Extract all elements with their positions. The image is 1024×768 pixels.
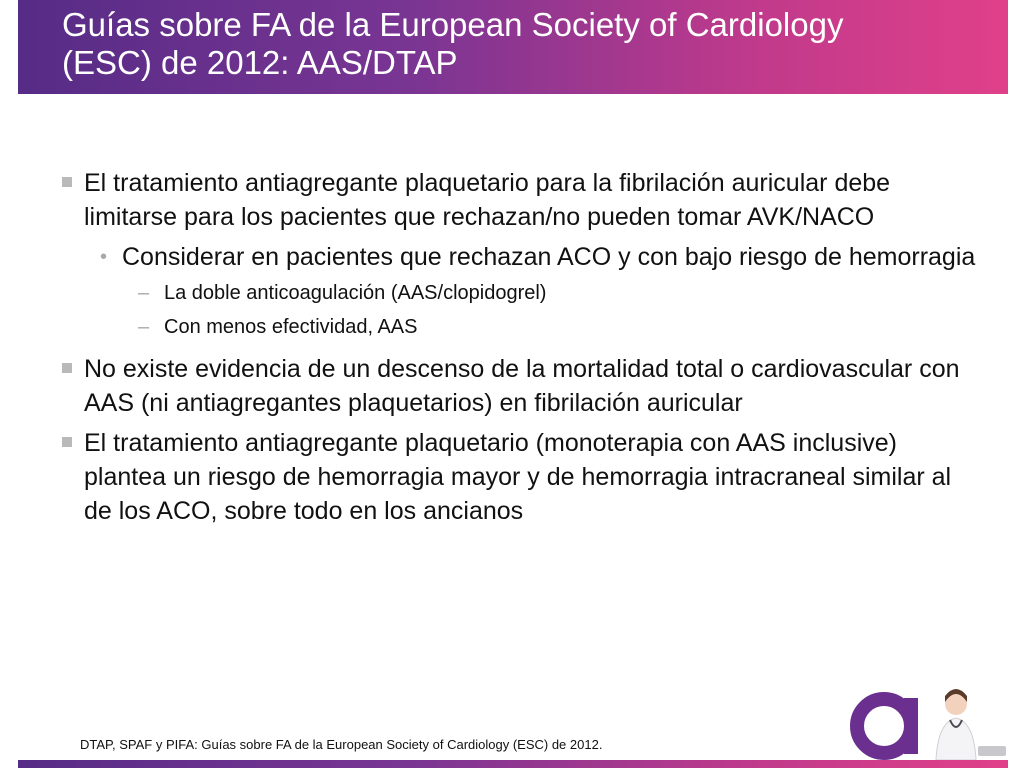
bullet-text: El tratamiento antiagregante plaquetario (monoterapia con AAS inclusive) plantea un riesgo de hemorragia mayor y de hemorragia intracraneal similar al de los ACO, sobre todo en los ancianos: [84, 429, 952, 525]
sub-sub-bullet-text: La doble anticoagulación (AAS/clopidogrel): [164, 282, 547, 304]
square-bullet-icon: [62, 437, 72, 447]
sub-bullet-text: Considerar en pacientes que rechazan ACO y con bajo riesgo de hemorragia: [122, 243, 976, 271]
bullet-item: [60, 166, 980, 234]
sub-bullet-item: [60, 240, 980, 274]
sub-sub-bullet-item: [60, 310, 980, 344]
bullet-item: [60, 426, 980, 528]
letter-a-logo-icon: [836, 682, 1008, 760]
bullet-text: No existe evidencia de un descenso de la mortalidad total o cardiovascular con AAS (ni antiagregantes plaquetarios) en fibrilación auricular: [84, 355, 960, 417]
square-bullet-icon: [62, 177, 72, 187]
footer-reference: DTAP, SPAF y PIFA: Guías sobre FA de la European Society of Cardiology (ESC) de 2012.: [80, 737, 603, 752]
slide-content: [60, 166, 980, 534]
sub-sub-bullet-item: [60, 276, 980, 310]
dash-bullet-icon: –: [138, 282, 150, 304]
dash-bullet-icon: –: [138, 316, 150, 338]
bullet-item: [60, 352, 980, 420]
sub-sub-bullet-text: Con menos efectividad, AAS: [164, 316, 418, 338]
slide-title-line-2: (ESC) de 2012: AAS/DTAP: [62, 44, 458, 81]
bottom-bar: [18, 760, 1008, 768]
square-bullet-icon: [62, 363, 72, 373]
title-bar: [18, 0, 1008, 94]
bullet-text: El tratamiento antiagregante plaquetario para la fibrilación auricular debe limitarse para los pacientes que rechazan/no pueden tomar AVK/NACO: [84, 169, 891, 231]
dot-bullet-icon: •: [100, 246, 108, 268]
slide-title-line-1: Guías sobre FA de la European Society of Cardiology: [62, 6, 844, 43]
